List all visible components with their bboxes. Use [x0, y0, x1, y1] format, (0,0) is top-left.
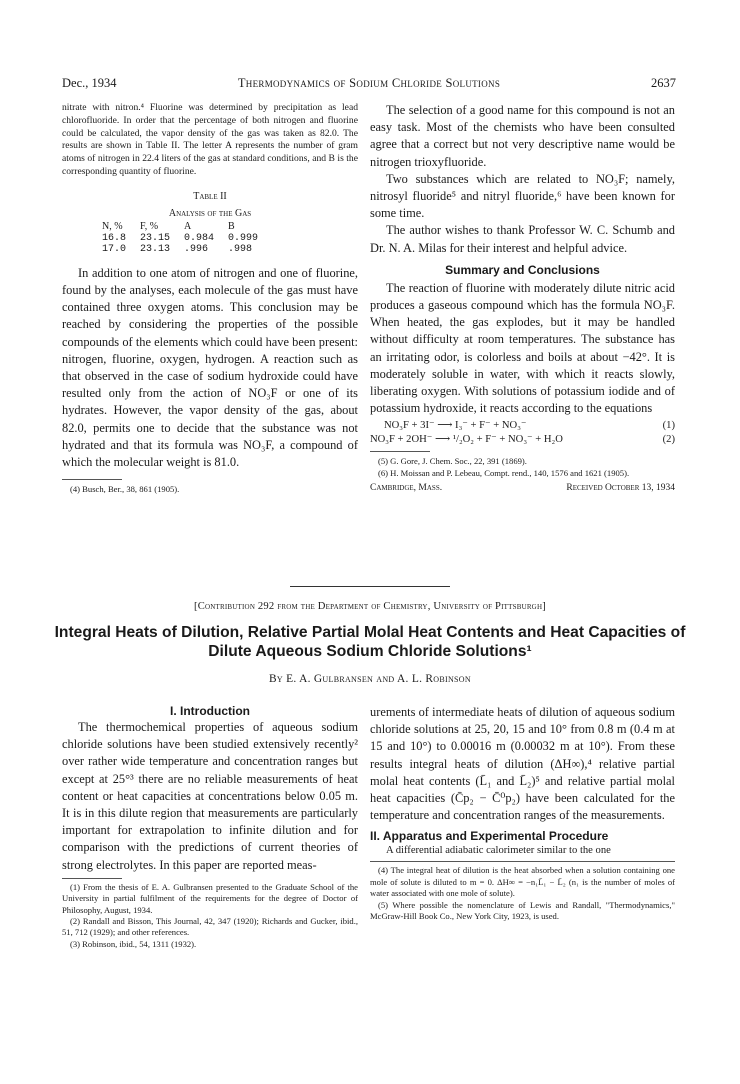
upper-right-column: [370, 102, 675, 493]
footnote: (5) Where possible the nomenclature of Lewis and Randall, "Thermodynamics," McGraw-Hill Book Co., New York City, 1923, is used.: [370, 899, 675, 922]
upper-left-column: [62, 102, 358, 496]
footnote: (3) Robinson, ibid., 54, 1311 (1932).: [70, 938, 197, 949]
table-subtitle: Analysis of the Gas: [168, 207, 252, 219]
table-row: [102, 244, 272, 255]
introduction-paragraph: The thermochemical properties of aqueous sodium chloride solutions have been studied extensively recently² over rather wide temperature and concentration ranges but except at 25°³ there are no reliable measurements of heat content or heat capacities at concentrations below 0.05 m. It is in this dilute region that measurements are particularly important for extrapolation to infinite dilution and for comparison with the predictions of current theories of strong electrolytes. In this paper are reported meas-: [62, 720, 358, 872]
table-row: [102, 233, 272, 244]
equation-2: [370, 433, 675, 447]
equation-1: [370, 419, 675, 433]
footnotes: [370, 456, 675, 479]
section-heading: I. Introduction: [170, 704, 250, 718]
footnote: (4) The integral heat of dilution is the heat absorbed when a solution containing one mole of solute is diluted to m = 0. ΔH∞ = −n₁L̄₁ − L̄₂ (n₁ is the number of moles of water associated with one mole of solute).: [370, 865, 675, 899]
footnote: (1) From the thesis of E. A. Gulbransen presented to the Graduate School of the University in partial fulfilment of the requirements for the degree of Doctor of Philosophy, August, 1934.: [62, 881, 358, 915]
intro-paragraph: nitrate with nitron.⁴ Fluorine was determined by precipitation as lead chlorofluoride. In order that the percentage of both nitrogen and fluorine could be calculated, the vapor density of the gas was taken as 82.0. The results are shown in Table II. The letter A represents the number of gram atoms of nitrogen in 22.4 liters of the gas at standard conditions, and B is the corresponding quantity of fluorine.: [62, 102, 358, 177]
table-cell: 17.0: [102, 243, 127, 255]
header-title: Thermodynamics of Sodium Chloride Solutions: [237, 76, 501, 90]
lower-left-column: [62, 704, 358, 950]
lower-right-column: [370, 704, 675, 922]
body-paragraph: Two substances which are related to NO₃F; namely, nitrosyl fluoride⁵ and nitryl fluoride,⁶ have been known for some time.: [370, 171, 675, 221]
table-title: Table II: [193, 190, 227, 202]
table-cell: 0.984: [184, 232, 215, 244]
equation-number: (2): [662, 434, 675, 446]
page-number: 2637: [651, 76, 676, 90]
body-paragraph: The selection of a good name for this compound is not an easy task. Most of the chemists who have been consulted agree that a correct but not very descriptive name would be nitrogen trioxyfluoride.: [370, 103, 675, 169]
paper-title: Integral Heats of Dilution, Relative Partial Molal Heat Contents and Heat Capacities of Dilute Aqueous Sodium Chloride Solutions¹: [54, 624, 686, 660]
footnote-rule: [62, 479, 122, 480]
footnote: (2) Randall and Bisson, This Journal, 42, 347 (1920); Richards and Gucker, ibid., 51, 712 (1929); and other references.: [62, 916, 358, 938]
footnote: (6) H. Moissan and P. Lebeau, Compt. rend., 140, 1576 and 1621 (1905).: [378, 467, 630, 478]
equation-text: NO₃F + 2OH⁻ ⟶ ¹/₂O₂ + F⁻ + NO₃⁻ + H₂O: [370, 434, 563, 446]
header-date: Dec., 1934: [62, 76, 117, 90]
equation-text: NO₃F + 3I⁻ ⟶ I₃⁻ + F⁻ + NO₃⁻: [384, 420, 527, 432]
footnote-rule: [62, 878, 122, 879]
footnotes: [370, 865, 675, 922]
table-cell: 23.13: [140, 243, 171, 255]
body-paragraph: In addition to one atom of nitrogen and one of fluorine, found by the analyses, each molecule of the gas must have contained three oxygen atoms. This conclusion may be reached by considering the properties of the possible compounds of the elements which could have been present: nitrogen, fluorine, oxygen, hydrogen. A reaction such as that observed in the case of sodium hydroxide could have resulted only from the action of NO₃F or one of its hydrates. However, the vapor density of the gas, about 82.0, permits one to decide that the substance was not hydrated and that its formula was NO₃F, a compound of which the molecular weight is 81.0.: [62, 265, 358, 470]
equation-number: (1): [662, 420, 675, 432]
footnote: (5) G. Gore, J. Chem. Soc., 22, 391 (1869).: [378, 456, 527, 467]
authors: By E. A. Gulbransen and A. L. Robinson: [269, 673, 471, 685]
contribution-line: [Contribution 292 from the Department of Chemistry, University of Pittsburgh]: [194, 601, 546, 612]
received-date: Received October 13, 1934: [566, 483, 675, 494]
summary-heading: Summary and Conclusions: [445, 262, 600, 277]
table-cell: .996: [184, 243, 209, 255]
footnote: (4) Busch, Ber., 38, 861 (1905).: [70, 484, 180, 495]
affiliation-place: Cambridge, Mass.: [370, 483, 443, 494]
signature-line: [370, 483, 675, 493]
footnote-rule: [370, 861, 675, 862]
body-paragraph: urements of intermediate heats of dilution of aqueous sodium chloride solutions at 25, 20, 15 and 10° from 0.8 m (0.4 m at 15 and 10°) to 0.00016 m (0.00032 m at 10°). From these results integral heats of dilution (ΔH∞),⁴ relative partial molal heat contents (L̄₁ and L̄₂)⁵ and relative partial molal heat capacities (C̄p₂ − C̄⁰p₂) have been calculated for the temperature and concentration ranges of the measurements.: [370, 705, 675, 823]
table-header-cell: A: [184, 220, 192, 232]
table-header-cell: F, %: [140, 220, 159, 232]
table-header-cell: B: [228, 220, 235, 232]
article-divider: [290, 586, 450, 587]
gas-analysis-table: [102, 221, 272, 255]
body-paragraph: A differential adiabatic calorimeter similar to the one: [386, 845, 611, 857]
acknowledgment-paragraph: The author wishes to thank Professor W. C. Schumb and Dr. N. A. Milas for their interest and helpful advice.: [370, 223, 675, 255]
footnote-rule: [370, 451, 430, 452]
table-cell: 23.15: [140, 232, 171, 244]
table-header-row: [102, 221, 272, 233]
summary-paragraph: The reaction of fluorine with moderately dilute nitric acid produces a gaseous compound which has the formula NO₃F. When heated, the gas explodes, but it may be handled without difficulty at room temperatures. The substance has an irritating odor, is colorless and boils at about −42°. It is moderately soluble in water, with which it reacts slowly, liberating oxygen. With solutions of potassium iodide and of potassium hydroxide, it reacts according to the equations: [370, 280, 675, 416]
table-cell: .998: [228, 243, 253, 255]
footnotes: [62, 484, 358, 495]
section-heading: II. Apparatus and Experimental Procedure: [370, 829, 609, 844]
table-cell: 0.999: [228, 232, 259, 244]
table-header-cell: N, %: [102, 220, 123, 232]
footnotes: [62, 882, 358, 950]
table-cell: 16.8: [102, 232, 127, 244]
